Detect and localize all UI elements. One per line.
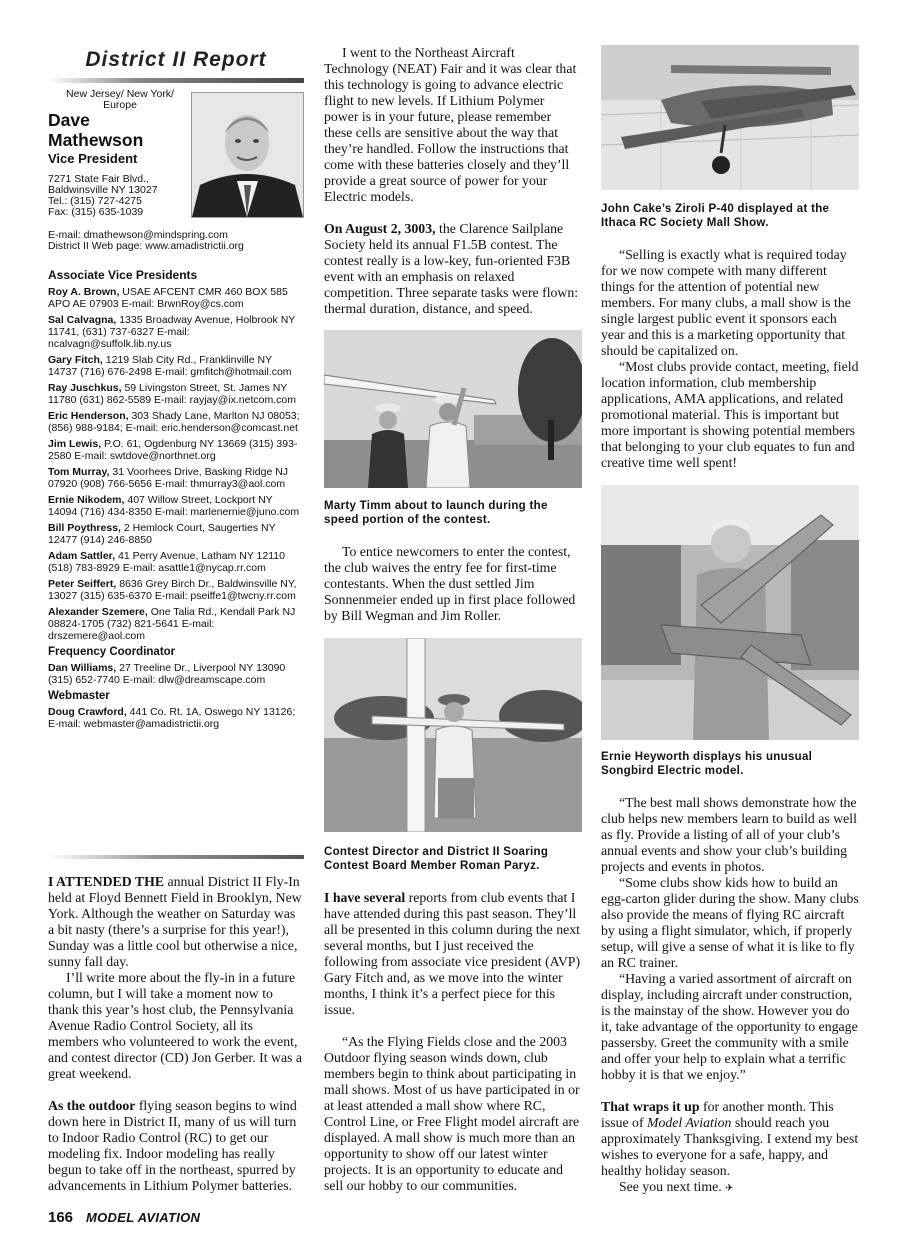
roster-entry: Jim Lewis, P.O. 61, Ogdenburg NY 13669 (315) 393-2580 E-mail: swtdove@northnet.org <box>48 438 298 462</box>
webmaster-heading: Webmaster <box>48 690 110 702</box>
vp-first-name: Dave <box>48 110 90 130</box>
photo-caption-roman: Contest Director and District II Soaring Contest Board Member Roman Paryz. <box>324 846 549 872</box>
roster-entry: Tom Murray, 31 Voorhees Drive, Basking Ridge NJ 07920 (908) 766-5656 E-mail: thmurray3@aol.com <box>48 466 289 490</box>
roster-entry: Dan Williams, 27 Treeline Dr., Liverpool NY 13090 (315) 652-7740 E-mail: dlw@dreamscape.com <box>48 662 286 686</box>
ama-end-mark-icon: ✈ <box>725 1183 734 1194</box>
roster-entry: Adam Sattler, 41 Perry Avenue, Latham NY 12110 (518) 783-8929 E-mail: asattle1@nycap.rr.com <box>48 550 285 574</box>
roster-entry: Bill Poythress, 2 Hemlock Court, Saugerties NY 12477 (914) 246-8850 <box>48 522 276 546</box>
roman-paryz-photo <box>324 638 582 832</box>
article-column-2-bottom <box>324 890 582 1194</box>
article-column-3-bottom <box>601 795 859 1197</box>
paragraph: “Having a varied assortment of aircraft on display, including aircraft under construction, is the mainstay of the show. However you do it, take advantage of the opportunity to engage passersby. Greet the community with a smile and offer your help to explain what a terrific hobby it is that we enjoy.” <box>601 971 858 1082</box>
paragraph: I ATTENDED THE annual District II Fly-In held at Floyd Bennett Field in Brooklyn, New York. Although the weather on Saturday was a bit nasty (there’s a surprise for this year!), Sunday was a little cool but otherwise a nice, sunny fall day. <box>48 874 302 969</box>
paragraph: As the outdoor flying season begins to wind down here in District II, many of us will turn to Indoor Radio Control (RC) to get our modeling fix. Indoor modeling has really begun to take off in the northeast, spurred by advancements in Lithium Polymer batteries. <box>48 1098 297 1193</box>
roster-entry: Gary Fitch, 1219 Slab City Rd., Franklinville NY 14737 (716) 676-2498 E-mail: gmfitch@hotmail.com <box>48 354 292 378</box>
closing-line: See you next time. ✈ <box>619 1179 734 1194</box>
paragraph: “Selling is exactly what is required today for we now compete with many different things for the attention of potential new members. For many clubs, a mall show is the single largest public event it sponsors each year and this is a marketing opportunity that should be capitalized on. <box>601 247 851 358</box>
paragraph: To entice newcomers to enter the contest, the club waives the entry fee for first-time contestants. When the dust settled Jim Sonnenmeier ended up in first place followed by Bill Wegman and Jim Roller. <box>324 544 576 623</box>
paragraph: I have several reports from club events that I have attended during this past season. They’ll all be presented in this column during the next several months, but I just received the following from associate vice president (AVP) Gary Fitch and, as we move into the winter months, I think it’s a perfect piece for this issue. <box>324 890 581 1017</box>
roster-entry: Ernie Nikodem, 407 Willow Street, Lockport NY 14094 (716) 434-8350 E-mail: marlenernie@juno.com <box>48 494 300 518</box>
vp-portrait-photo <box>191 92 304 218</box>
frequency-coordinator-heading: Frequency Coordinator <box>48 646 176 658</box>
vp-address <box>48 174 198 218</box>
article-column-3-top <box>601 247 859 471</box>
ziroli-p40-photo <box>601 45 859 190</box>
address-line: 7271 State Fair Blvd., <box>48 173 149 185</box>
paragraph: That wraps it up for another month. This issue of Model Aviation should reach you approximately Thanksgiving. I extend my best wishes to everyone for a safe, happy, and healthy holiday season. <box>601 1099 859 1178</box>
fax-line: Fax: (315) 635-1039 <box>48 206 144 218</box>
section-rule <box>48 855 304 859</box>
roster-entry: Sal Calvagna, 1335 Broadway Avenue, Holbrook NY 11741, (631) 737-6327 E-mail: ncalvagn@suffolk.lib.ny.us <box>48 314 296 350</box>
associate-vp-roster <box>48 286 304 734</box>
page-number: 166 <box>48 1209 74 1226</box>
phone-line: Tel.: (315) 727-4275 <box>48 195 142 207</box>
paragraph: On August 2, 3003, the Clarence Sailplane Society held its annual F1.5B contest. The contest really is a low-key, fun-oriented F3B event with an emphasis on relaxed competition. Three separate tasks were flown: thermal duration, distance, and speed. <box>324 221 579 316</box>
paragraph: “As the Flying Fields close and the 2003 Outdoor flying season winds down, club members begin to think about participating in mall shows. Most of us have participated in or at least attended a mall show where RC, Control Line, or Free Flight model aircraft are displayed. A mall show is much more than an opportunity to show off our latest winter projects. It is an opportunity to educate and sell our hobby to our communities. <box>324 1034 580 1193</box>
roster-entry: Roy A. Brown, USAE AFCENT CMR 460 BOX 585 APO AE 07903 E-mail: BrwnRoy@cs.com <box>48 286 288 310</box>
paragraph: “Most clubs provide contact, meeting, field location information, club membership applications, AMA applications, and related promotional material. This is important but more important is showing potential members that belonging to your club equates to fun and creative time well spent! <box>601 359 859 470</box>
title-rule <box>48 78 304 83</box>
paragraph: I’ll write more about the fly-in in a future column, but I will take a moment now to thank this year’s host club, the Pennsylvania Avenue Radio Control Society, all its members who volunteered to work the event, and contest director (CD) Jon Gerber. It was a great weekend. <box>48 970 303 1081</box>
email-line: E-mail: dmathewson@mindspring.com <box>48 229 228 241</box>
region-label: New Jersey/ New York/ Europe <box>66 88 174 111</box>
marty-timm-launch-photo <box>324 330 582 488</box>
photo-caption-ernie: Ernie Heyworth displays his unusual Songbird Electric model. <box>601 751 813 777</box>
photo-caption-cake: John Cake’s Ziroli P-40 displayed at the Ithaca RC Society Mall Show. <box>601 203 830 229</box>
roster-entry: Alexander Szemere, One Talia Rd., Kendall Park NJ 08824-1705 (732) 821-5641 E-mail: drszemere@aol.com <box>48 606 296 642</box>
address-line: Baldwinsville NY 13027 <box>48 184 158 196</box>
photo-caption-marty: Marty Timm about to launch during the speed portion of the contest. <box>324 500 548 526</box>
magazine-name: MODEL AVIATION <box>86 1210 201 1225</box>
associate-vp-heading: Associate Vice Presidents <box>48 268 198 282</box>
paragraph: I went to the Northeast Aircraft Technology (NEAT) Fair and it was clear that this technology is going to advance electric flight to new levels. If Lithium Polymer power is in your future, please remember these cells are sensitive about the way that they’re handled. Follow the instructions that come with these batteries closely and they’ll provide a great source of power for your Electric models. <box>324 45 577 204</box>
vp-name <box>48 110 143 150</box>
vp-title: Vice President <box>48 151 138 166</box>
roster-entry: Ray Juschkus, 59 Livingston Street, St. James NY 11780 (631) 862-5589 E-mail: rayjay@ix.netcom.com <box>48 382 296 406</box>
article-column-1 <box>48 874 304 1194</box>
roster-entry: Eric Henderson, 303 Shady Lane, Marlton NJ 08053; (856) 988-9184; E-mail: eric.henderson@comcast.net <box>48 410 300 434</box>
ernie-heyworth-photo <box>601 485 859 740</box>
vp-contact <box>48 230 304 252</box>
roster-entry: Peter Seiffert, 8636 Grey Birch Dr., Baldwinsville NY, 13027 (315) 635-6370 E-mail: pseiffe1@twcny.rr.com <box>48 578 297 602</box>
paragraph: “Some clubs show kids how to build an egg-carton glider during the show. Many clubs also provide the means of flying RC aircraft by using a flight simulator, which, if properly setup, will give a sense of what it is like to fly an RC trainer. <box>601 875 859 970</box>
article-column-2-top <box>324 45 582 317</box>
roster-entry: Doug Crawford, 441 Co. Rt. 1A, Oswego NY 13126; E-mail: webmaster@amadistrictii.org <box>48 706 296 730</box>
web-page-line: District II Web page: www.amadistrictii.org <box>48 240 244 252</box>
article-column-2-mid <box>324 544 582 624</box>
report-title: District II Report <box>85 48 267 71</box>
paragraph: “The best mall shows demonstrate how the club helps new members learn to build as well as fly. Provide a listing of all of your club’s annual events and show your club’s building projects and events in photos. <box>601 795 857 874</box>
vp-last-name: Mathewson <box>48 130 144 150</box>
